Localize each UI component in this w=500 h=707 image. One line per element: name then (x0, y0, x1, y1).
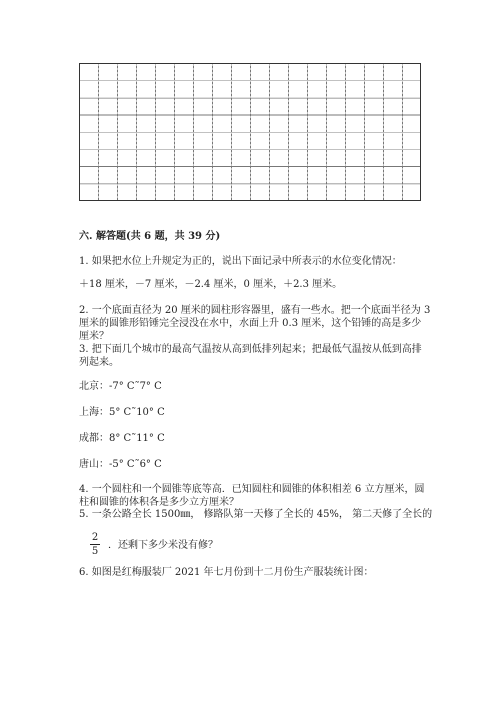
q4-line1: 4. 一个圆柱和一个圆锥等底等高．已知圆柱和圆锥的体积相差 6 立方厘米，圆 (79, 484, 425, 495)
section-title: 六. 解答题(共 6 题，共 39 分) (79, 231, 221, 242)
q5-line1: 5. 一条公路全长 1500㎜， 修路队第一天修了全长的 45%， 第二天修了全长的 (79, 509, 433, 520)
q1-line1: 1. 如果把水位上升规定为正的，说出下面记录中所表示的水位变化情况： (79, 256, 402, 267)
q5-line2: ．还剩下多少米没有修？ (108, 540, 218, 551)
fraction-bar (90, 544, 100, 545)
q3-city-chengdu: 成都：8° C˜11° C (79, 433, 165, 444)
q5-fraction (90, 532, 100, 557)
q4-line2: 柱和圆锥的体积各是多少立方厘米？ (79, 497, 239, 508)
q3-city-shanghai: 上海：5° C˜10° C (79, 407, 165, 418)
fraction-numerator: 2 (91, 532, 99, 543)
q1-line2: ＋18 厘米，－7 厘米，－2.4 厘米，0 厘米，＋2.3 厘米。 (79, 279, 343, 290)
q3-city-beijing: 北京：-7° C˜7° C (79, 381, 162, 392)
q2-line3: 厘米？ (79, 331, 109, 342)
answer-grid (79, 63, 421, 201)
q2-line1: 2. 一个底面直径为 20 厘米的圆柱形容器里，盛有一些水。把一个底面半径为 3 (79, 305, 431, 316)
q3-line2: 列起来。 (79, 357, 119, 368)
q3-city-tangshan: 唐山：-5° C˜6° C (79, 459, 162, 470)
q6-line1: 6. 如图是红梅服装厂 2021 年七月份到十二月份生产服装统计图： (79, 567, 374, 578)
fraction-denominator: 5 (91, 546, 99, 557)
q3-line1: 3. 把下面几个城市的最高气温按从高到低排列起来；把最低气温按从低到高排 (79, 344, 422, 355)
q2-line2: 厘米的圆锥形铅锤完全浸没在水中，水面上升 0.3 厘米，这个铅锤的高是多少 (79, 318, 422, 329)
